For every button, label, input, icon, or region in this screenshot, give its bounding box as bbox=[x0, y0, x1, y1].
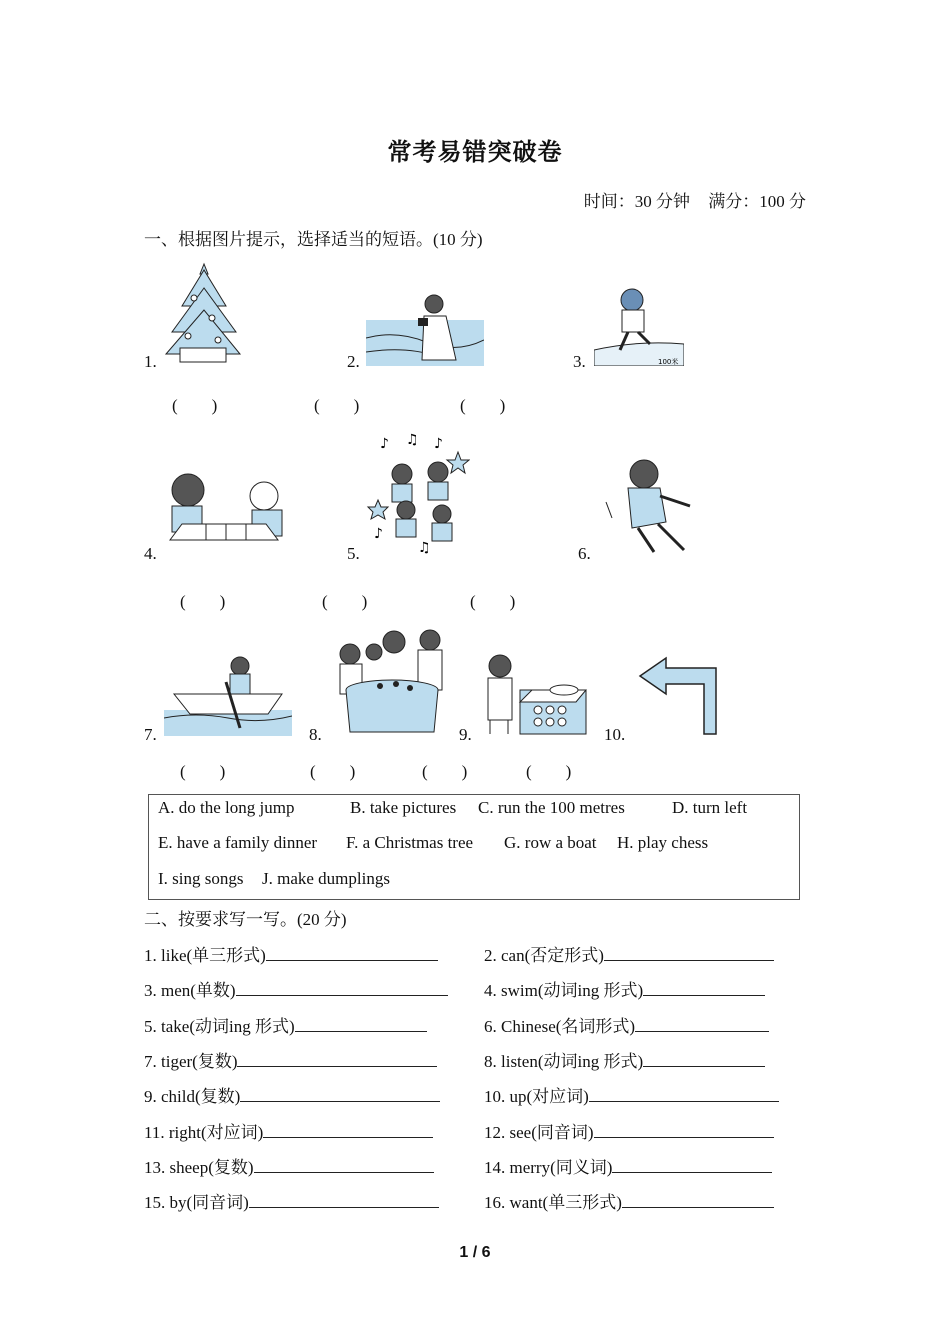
svg-text:♪: ♪ bbox=[434, 436, 443, 452]
answer-line[interactable] bbox=[643, 981, 765, 996]
page-number: 1 / 6 bbox=[459, 1244, 491, 1261]
item-number: 4. bbox=[144, 544, 157, 563]
item-number: 8. bbox=[309, 725, 322, 744]
item-number: 6. bbox=[578, 544, 591, 563]
question-item: 11. right(对应词) bbox=[144, 1118, 433, 1143]
full-score: 满分：100 分 bbox=[708, 192, 806, 211]
option-h: H. play chess bbox=[617, 833, 709, 852]
question-item: 13. sheep(复数) bbox=[144, 1153, 434, 1178]
exam-meta bbox=[570, 187, 806, 212]
answer-line[interactable] bbox=[254, 1158, 434, 1173]
svg-text:100米: 100米 bbox=[658, 358, 679, 366]
long-jump-picture bbox=[598, 452, 698, 558]
option-i: I. sing songs bbox=[158, 869, 244, 888]
page-title: 常考易错突破卷 bbox=[387, 140, 563, 166]
option-d: D. turn left bbox=[672, 798, 748, 817]
svg-text:♫: ♫ bbox=[406, 432, 419, 448]
question-item: 4. swim(动词ing 形式) bbox=[484, 976, 765, 1001]
christmas-tree-picture bbox=[160, 258, 242, 366]
answer-blank[interactable]: ( ) bbox=[422, 762, 468, 781]
answer-blank[interactable]: ( ) bbox=[314, 396, 360, 415]
answer-blank[interactable]: ( ) bbox=[322, 592, 368, 611]
time-limit: 时间：30 分钟 bbox=[583, 192, 690, 211]
answer-blank[interactable]: ( ) bbox=[180, 762, 226, 781]
answer-blank[interactable]: ( ) bbox=[310, 762, 356, 781]
answer-line[interactable] bbox=[589, 1087, 779, 1102]
svg-text:♫: ♫ bbox=[418, 540, 431, 554]
item-number: 2. bbox=[347, 352, 360, 371]
answer-line[interactable] bbox=[236, 981, 448, 996]
answer-line[interactable] bbox=[604, 946, 774, 961]
answer-blank[interactable]: ( ) bbox=[470, 592, 516, 611]
answer-line[interactable] bbox=[643, 1052, 765, 1067]
item-number: 10. bbox=[604, 725, 626, 744]
section2-heading: 二、按要求写一写。(20 分) bbox=[144, 910, 347, 929]
question-item: 9. child(复数) bbox=[144, 1082, 440, 1107]
answer-blank[interactable]: ( ) bbox=[172, 396, 218, 415]
question-item: 12. see(同音词) bbox=[484, 1118, 774, 1143]
item-number: 7. bbox=[144, 725, 157, 744]
rowing-boat-picture bbox=[164, 652, 292, 736]
question-item: 15. by(同音词) bbox=[144, 1188, 439, 1213]
answer-line[interactable] bbox=[612, 1158, 772, 1173]
answer-blank[interactable]: ( ) bbox=[460, 396, 506, 415]
question-item: 2. can(否定形式) bbox=[484, 941, 774, 966]
answer-blank[interactable]: ( ) bbox=[180, 592, 226, 611]
section1-heading: 一、根据图片提示，选择适当的短语。(10 分) bbox=[144, 230, 483, 249]
question-item: 10. up(对应词) bbox=[484, 1082, 779, 1107]
answer-line[interactable] bbox=[263, 1123, 433, 1138]
option-f: F. a Christmas tree bbox=[346, 833, 474, 852]
svg-text:♪: ♪ bbox=[374, 526, 383, 542]
running-100m-picture bbox=[594, 284, 684, 366]
option-j: J. make dumplings bbox=[262, 869, 390, 888]
question-item: 1. like(单三形式) bbox=[144, 941, 438, 966]
answer-line[interactable] bbox=[237, 1052, 437, 1067]
turn-left-arrow-picture bbox=[636, 654, 722, 738]
making-dumplings-picture bbox=[480, 650, 588, 736]
question-item: 3. men(单数) bbox=[144, 976, 448, 1001]
option-e: E. have a family dinner bbox=[158, 833, 318, 852]
answer-line[interactable] bbox=[249, 1193, 439, 1208]
answer-blank[interactable]: ( ) bbox=[526, 762, 572, 781]
question-item: 16. want(单三形式) bbox=[484, 1188, 774, 1213]
option-b: B. take pictures bbox=[350, 798, 457, 817]
playing-chess-picture bbox=[162, 468, 290, 550]
option-g: G. row a boat bbox=[504, 833, 597, 852]
item-number: 1. bbox=[144, 352, 157, 371]
answer-line[interactable] bbox=[295, 1017, 427, 1032]
item-number: 3. bbox=[573, 352, 586, 371]
answer-line[interactable] bbox=[266, 946, 438, 961]
singing-songs-picture bbox=[366, 430, 470, 554]
family-dinner-picture bbox=[328, 628, 452, 736]
svg-text:♪: ♪ bbox=[380, 436, 389, 452]
answer-line[interactable] bbox=[240, 1087, 440, 1102]
question-item: 8. listen(动词ing 形式) bbox=[484, 1047, 765, 1072]
question-item: 6. Chinese(名词形式) bbox=[484, 1012, 769, 1037]
option-a: A. do the long jump bbox=[158, 798, 295, 817]
question-item: 7. tiger(复数) bbox=[144, 1047, 437, 1072]
answer-line[interactable] bbox=[635, 1017, 769, 1032]
item-number: 9. bbox=[459, 725, 472, 744]
answer-line[interactable] bbox=[594, 1123, 774, 1138]
option-c: C. run the 100 metres bbox=[478, 798, 625, 817]
question-item: 5. take(动词ing 形式) bbox=[144, 1012, 427, 1037]
taking-pictures-picture bbox=[366, 290, 484, 366]
item-number: 5. bbox=[347, 544, 360, 563]
question-item: 14. merry(同义词) bbox=[484, 1153, 772, 1178]
answer-line[interactable] bbox=[622, 1193, 774, 1208]
